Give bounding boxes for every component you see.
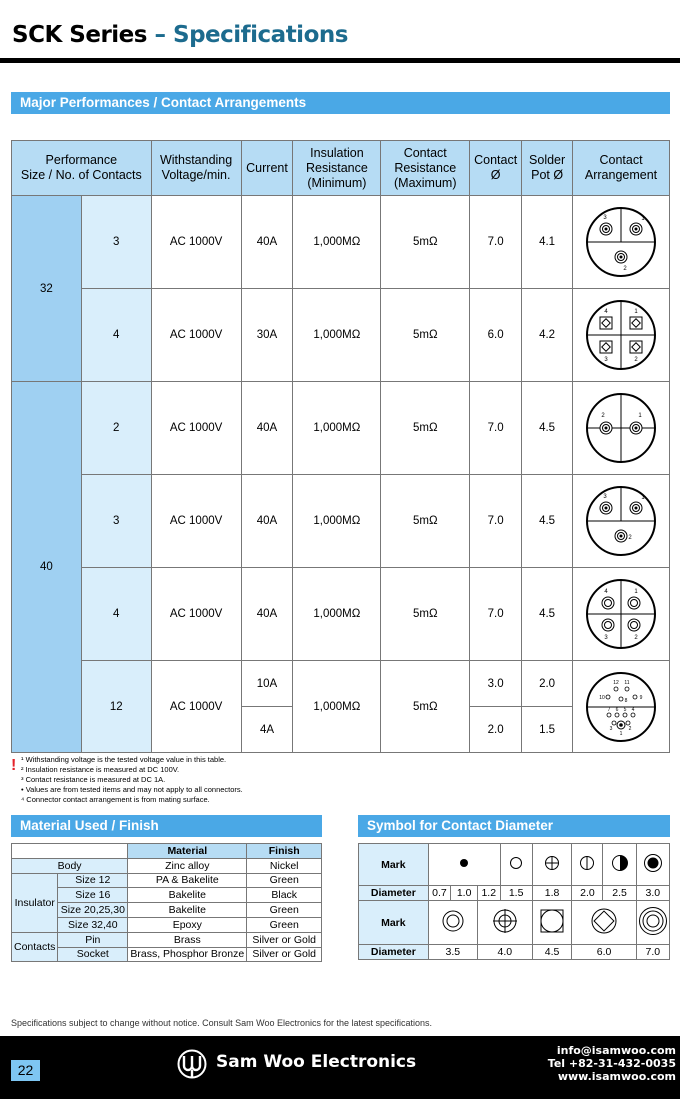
header-solder-pot: Solder Pot Ø xyxy=(522,141,573,196)
size-cell: 32 xyxy=(12,196,82,382)
performance-table xyxy=(11,140,670,753)
voltage-cell: AC 1000V xyxy=(151,568,241,661)
mark-cross-circle-icon xyxy=(532,844,572,886)
pin-label: 6 xyxy=(615,706,619,713)
solder-cell: 4.5 xyxy=(522,568,573,661)
current-cell: 40A xyxy=(241,196,293,289)
voltage-cell: AC 1000V xyxy=(151,661,241,753)
mark-double-circle-icon xyxy=(428,901,477,945)
contact-diameter-cell: 3.0 xyxy=(470,661,522,707)
current-cell: 10A xyxy=(241,661,293,707)
insulation-cell: 1,000MΩ xyxy=(293,661,381,753)
header-withstanding: Withstanding Voltage/min. xyxy=(151,141,241,196)
count-cell: 4 xyxy=(81,568,151,661)
pin-label: 8 xyxy=(624,697,628,704)
voltage-cell: AC 1000V xyxy=(151,382,241,475)
table-header-row xyxy=(12,844,322,859)
contact-diameter-cell: 7.0 xyxy=(470,196,522,289)
diameter-label: Diameter xyxy=(359,886,429,901)
table-row xyxy=(12,568,670,661)
contact-resistance-cell: 5mΩ xyxy=(381,568,470,661)
mark-double-cross-circle-icon xyxy=(478,901,533,945)
table-row xyxy=(12,475,670,568)
table-header-row xyxy=(12,141,670,196)
contact-diameter-cell: 2.0 xyxy=(470,707,522,753)
contact-resistance-cell: 5mΩ xyxy=(381,382,470,475)
page-header xyxy=(0,0,680,64)
contact-diameter-cell: 6.0 xyxy=(470,289,522,382)
pin-label: 1 xyxy=(641,216,645,222)
header-performance: Performance Size / No. of Contacts xyxy=(12,141,152,196)
arrangement-3pin-diagram xyxy=(583,204,659,280)
website-link[interactable]: www.isamwoo.com xyxy=(557,1070,676,1083)
current-cell: 30A xyxy=(241,289,293,382)
table-row xyxy=(12,661,670,707)
header-arrangement: Contact Arrangement xyxy=(573,141,670,196)
footnote: ² Insulation resistance is measured at DC 100V. xyxy=(21,765,180,774)
pin-label: 3 xyxy=(604,357,608,363)
contact-diameter-cell: 7.0 xyxy=(470,475,522,568)
mark-vertical-line-circle-icon xyxy=(572,844,603,886)
footnote: ³ Contact resistance is measured at DC 1A. xyxy=(21,775,166,784)
arrangement-cell xyxy=(573,475,670,568)
arrangement-12pin-diagram xyxy=(583,669,659,745)
pin-label: 4 xyxy=(604,589,608,595)
disclaimer: Specifications subject to change without notice. Consult Sam Woo Electronics for the latest specifications. xyxy=(11,1018,433,1028)
pin-label: 2 xyxy=(623,266,627,272)
pin-label: 1 xyxy=(619,730,623,737)
contact-resistance-cell: 5mΩ xyxy=(381,475,470,568)
table-row: Insulator Size 12 PA & Bakelite Green xyxy=(12,873,322,888)
pin-label: 3 xyxy=(609,725,613,732)
mark-label: Mark xyxy=(359,901,429,945)
diameter-label: Diameter xyxy=(359,945,429,960)
samwoo-logo-icon xyxy=(174,1048,210,1080)
header-rule xyxy=(0,58,680,63)
table-row: Socket Brass, Phosphor Bronze Silver or Gold xyxy=(12,947,322,962)
pin-label: 2 xyxy=(601,413,605,419)
pin-label: 1 xyxy=(634,589,638,595)
insulation-cell: 1,000MΩ xyxy=(293,289,381,382)
voltage-cell: AC 1000V xyxy=(151,475,241,568)
mark-row-1 xyxy=(359,844,670,886)
arrangement-4pin-square-diagram xyxy=(583,297,659,373)
pin-label: 9 xyxy=(639,694,643,701)
symbol-table xyxy=(358,843,670,960)
mark-row-2 xyxy=(359,901,670,945)
table-row xyxy=(12,382,670,475)
table-row: Size 16 Bakelite Black xyxy=(12,888,322,903)
count-cell: 3 xyxy=(81,196,151,289)
contact-resistance-cell: 5mΩ xyxy=(381,661,470,753)
pin-label: 1 xyxy=(634,309,638,315)
arrangement-cell xyxy=(573,196,670,289)
pin-label: 3 xyxy=(604,635,608,641)
current-cell: 40A xyxy=(241,475,293,568)
pin-label: 2 xyxy=(628,725,632,732)
pin-label: 3 xyxy=(603,215,607,221)
pin-label: 12 xyxy=(613,679,619,686)
insulation-cell: 1,000MΩ xyxy=(293,568,381,661)
insulation-cell: 1,000MΩ xyxy=(293,475,381,568)
count-cell: 12 xyxy=(81,661,151,753)
alert-icon: ! xyxy=(11,757,17,774)
pin-label: 11 xyxy=(624,679,630,686)
count-cell: 4 xyxy=(81,289,151,382)
brand-name: Sam Woo Electronics xyxy=(216,1052,417,1072)
pin-label: 5 xyxy=(623,706,627,713)
arrangement-3pin-diagram xyxy=(583,483,659,559)
contact-diameter-cell: 7.0 xyxy=(470,382,522,475)
arrangement-cell xyxy=(573,289,670,382)
mark-open-circle-icon xyxy=(500,844,532,886)
current-cell: 40A xyxy=(241,568,293,661)
email-link[interactable]: info@isamwoo.com xyxy=(556,1044,676,1057)
header-current: Current xyxy=(241,141,293,196)
solder-cell: 4.1 xyxy=(522,196,573,289)
solder-cell: 4.5 xyxy=(522,382,573,475)
pin-label: 7 xyxy=(607,706,611,713)
arrangement-cell xyxy=(573,568,670,661)
header-insulation: Insulation Resistance (Minimum) xyxy=(293,141,381,196)
voltage-cell: AC 1000V xyxy=(151,196,241,289)
pin-label: 4 xyxy=(631,706,635,713)
contact-info xyxy=(548,1044,676,1083)
section-band-major: Major Performances / Contact Arrangements xyxy=(11,92,670,114)
header-finish: Finish xyxy=(247,844,322,859)
header-material: Material xyxy=(128,844,247,859)
section-band-material: Material Used / Finish xyxy=(11,815,322,837)
row-label: Body xyxy=(12,858,128,873)
voltage-cell: AC 1000V xyxy=(151,289,241,382)
size-cell: 40 xyxy=(12,382,82,753)
pin-label: 10 xyxy=(599,694,605,701)
arrangement-4pin-diagram xyxy=(583,576,659,652)
pin-label: 2 xyxy=(628,535,632,541)
mark-half-filled-circle-icon xyxy=(603,844,636,886)
pin-label: 4 xyxy=(604,309,608,315)
page-number: 22 xyxy=(11,1060,40,1081)
header-contact-diameter: Contact Ø xyxy=(470,141,522,196)
pin-label: 2 xyxy=(634,635,638,641)
mark-diamond-in-circle-icon xyxy=(572,901,636,945)
section-band-symbol: Symbol for Contact Diameter xyxy=(358,815,670,837)
table-row xyxy=(12,289,670,382)
header-contact-resistance: Contact Resistance (Maximum) xyxy=(381,141,470,196)
mark-label: Mark xyxy=(359,844,429,886)
arrangement-cell xyxy=(573,661,670,753)
mark-circle-in-square-icon xyxy=(532,901,572,945)
solder-cell: 2.0 xyxy=(522,661,573,707)
solder-cell: 4.2 xyxy=(522,289,573,382)
insulation-cell: 1,000MΩ xyxy=(293,196,381,289)
current-cell: 40A xyxy=(241,382,293,475)
arrangement-2pin-diagram xyxy=(583,390,659,466)
pin-label: 2 xyxy=(634,357,638,363)
mark-filled-dot-icon xyxy=(428,844,500,886)
diameter-row-1: Diameter 0.7 1.0 1.2 1.5 1.8 2.0 2.5 3.0 xyxy=(359,886,670,901)
table-row: Size 20,25,30 Bakelite Green xyxy=(12,903,322,918)
row-label: Insulator xyxy=(12,873,58,932)
page-title: SCK Series – Specifications xyxy=(12,22,348,48)
arrangement-cell xyxy=(573,382,670,475)
mark-triple-circle-icon xyxy=(636,901,669,945)
solder-cell: 1.5 xyxy=(522,707,573,753)
table-row: Size 32,40 Epoxy Green xyxy=(12,917,322,932)
pin-label: 3 xyxy=(603,494,607,500)
footnote: ⁴ Connector contact arrangement is from mating surface. xyxy=(21,795,210,804)
count-cell: 2 xyxy=(81,382,151,475)
pin-label: 1 xyxy=(638,413,642,419)
row-label: Contacts xyxy=(12,932,58,962)
current-cell: 4A xyxy=(241,707,293,753)
footnote: • Values are from tested items and may not apply to all connectors. xyxy=(21,785,243,794)
brand xyxy=(174,1048,424,1080)
table-row: Body Zinc alloy Nickel xyxy=(12,858,322,873)
contact-resistance-cell: 5mΩ xyxy=(381,289,470,382)
solder-cell: 4.5 xyxy=(522,475,573,568)
contact-diameter-cell: 7.0 xyxy=(470,568,522,661)
contact-resistance-cell: 5mΩ xyxy=(381,196,470,289)
phone-number: Tel +82-31-432-0035 xyxy=(547,1057,676,1070)
diameter-row-2: Diameter 3.5 4.0 4.5 6.0 7.0 xyxy=(359,945,670,960)
footnote: ¹ Withstanding voltage is the tested voltage value in this table. xyxy=(21,755,227,764)
insulation-cell: 1,000MΩ xyxy=(293,382,381,475)
table-row xyxy=(12,196,670,289)
pin-label: 1 xyxy=(641,495,645,501)
count-cell: 3 xyxy=(81,475,151,568)
mark-ring-dot-icon xyxy=(636,844,669,886)
material-table xyxy=(11,843,322,962)
table-row: Contacts Pin Brass Silver or Gold xyxy=(12,932,322,947)
